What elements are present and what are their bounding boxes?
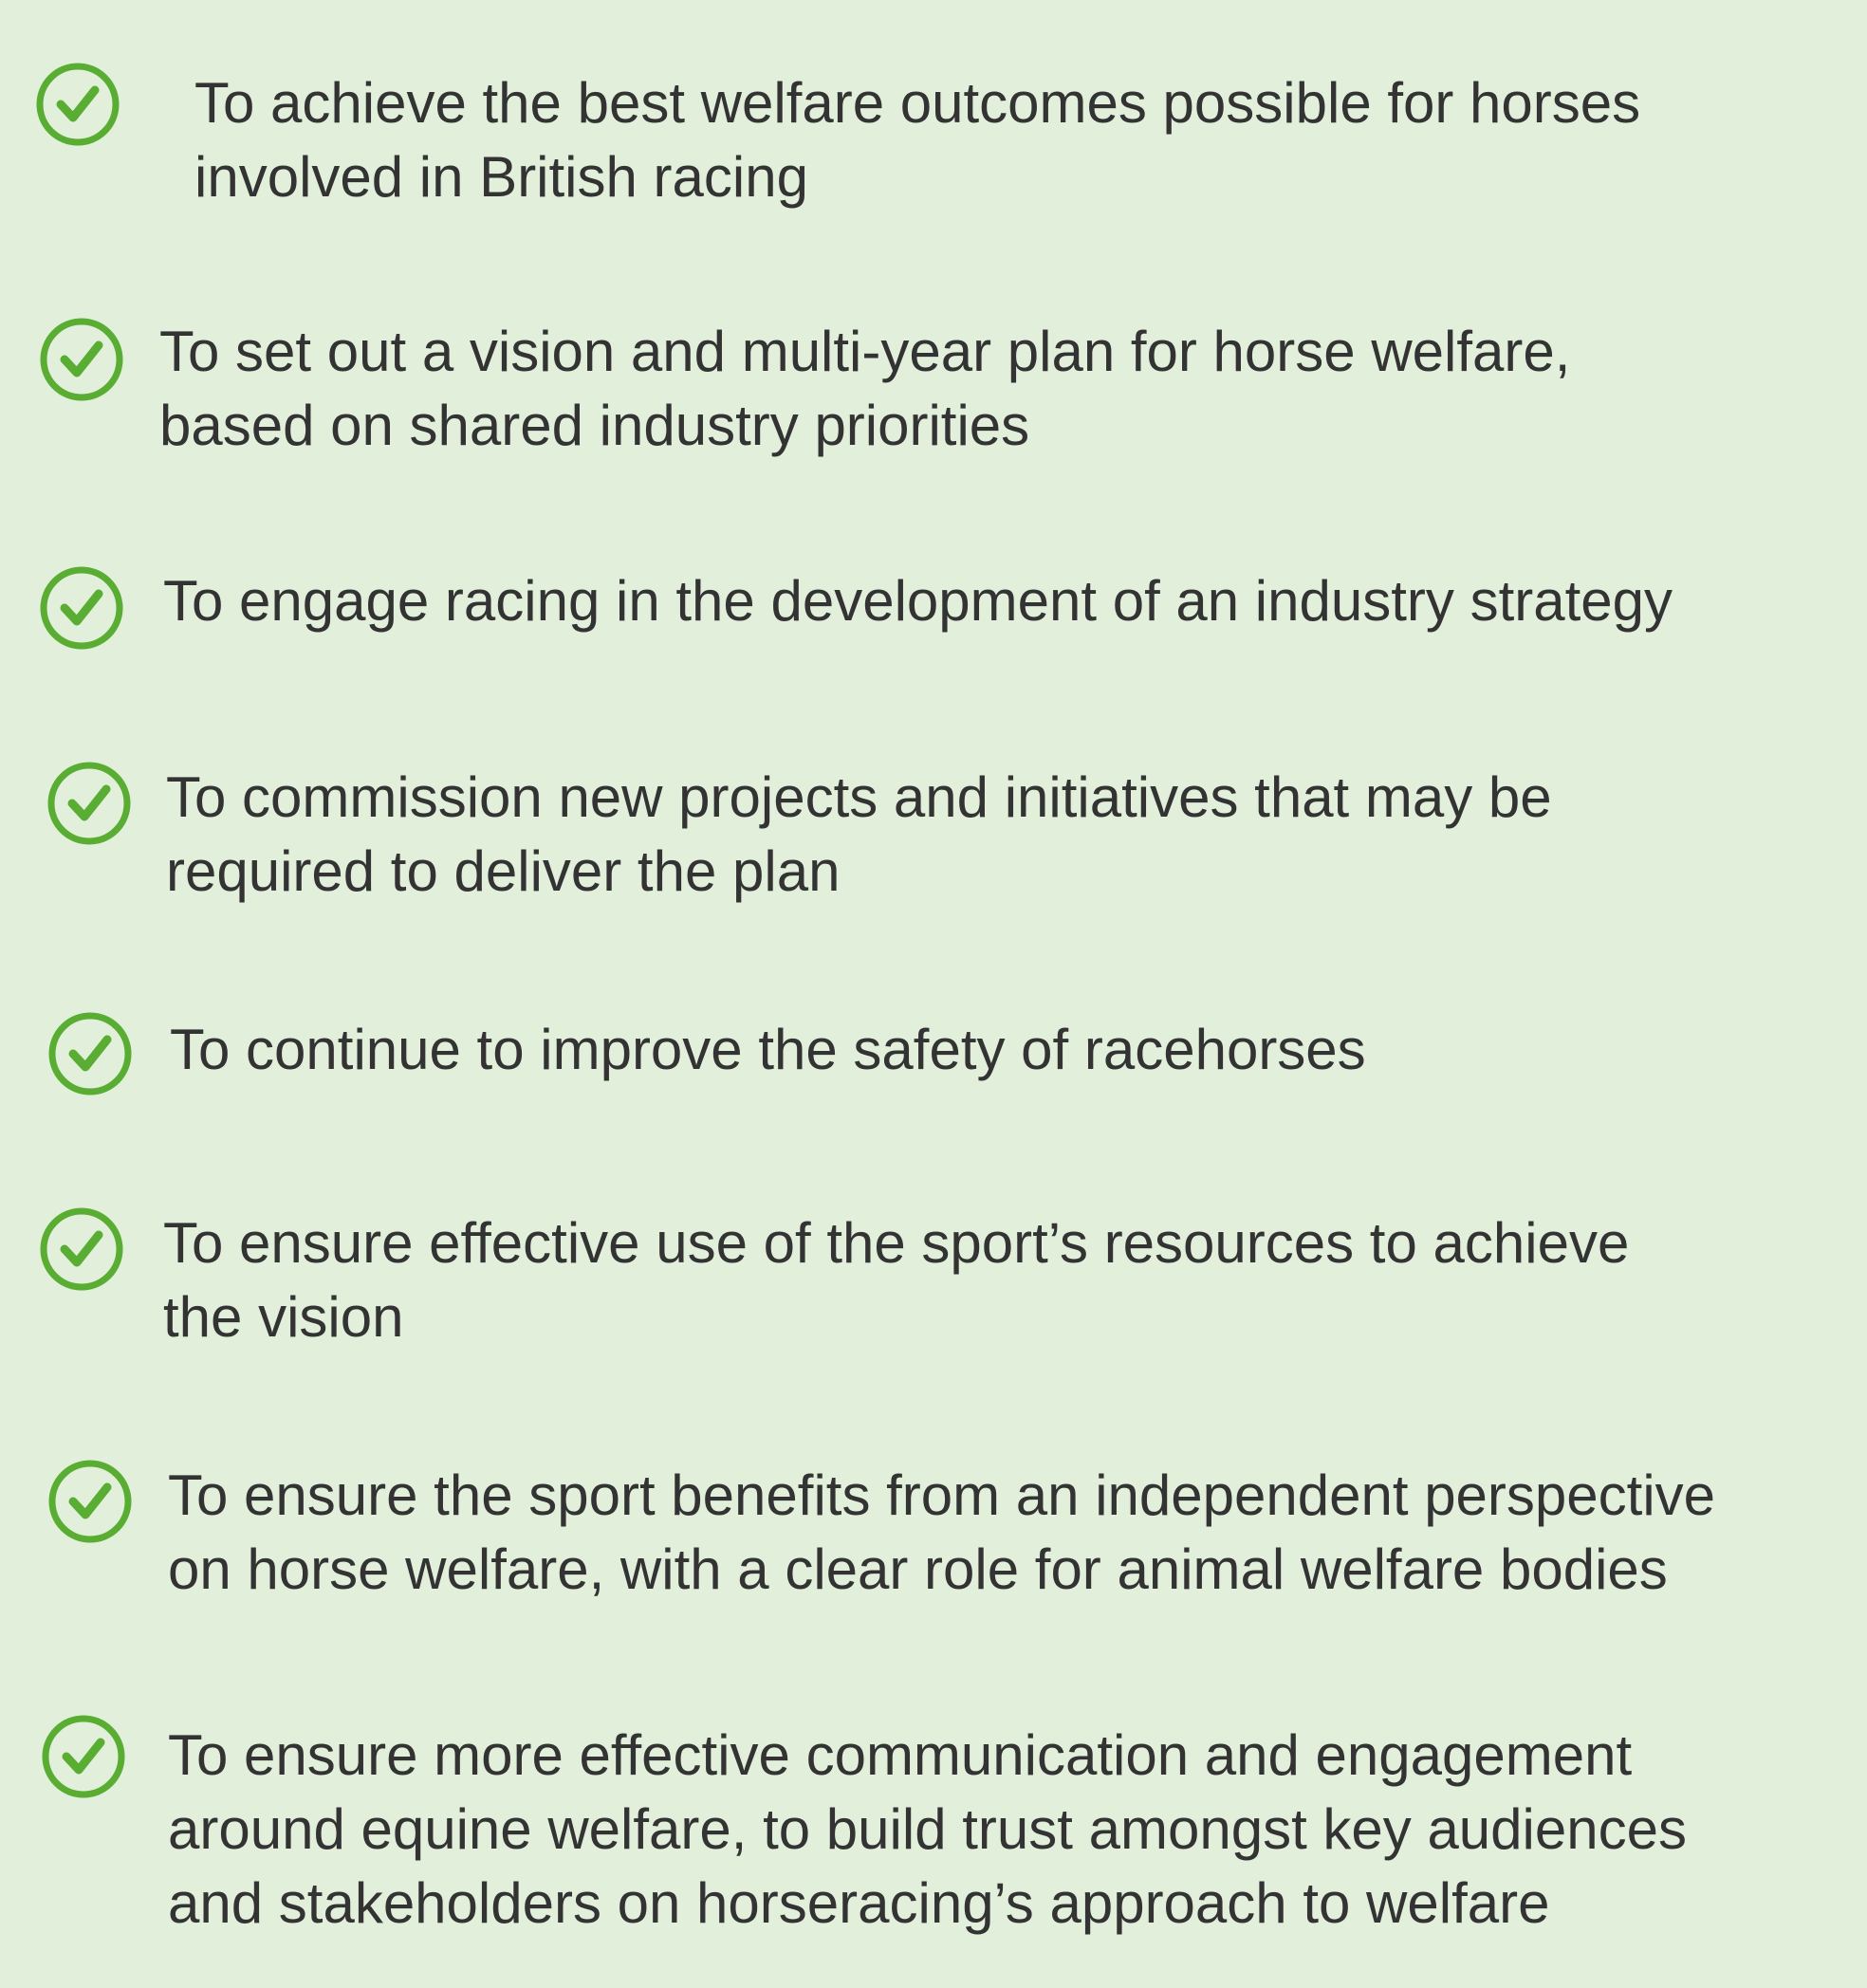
objective-line: and stakeholders on horseracing’s approach to welfare (168, 1871, 1550, 1935)
check-circle-icon (45, 1008, 136, 1099)
check-circle-icon (36, 314, 127, 405)
objective-text (168, 1719, 1687, 1941)
objective-line: To ensure effective use of the sport’s resources to achieve (163, 1211, 1630, 1275)
objective-line: on horse welfare, with a clear role for animal welfare bodies (168, 1537, 1668, 1601)
objective-text (194, 66, 1640, 214)
objective-line: involved in British racing (194, 145, 808, 209)
objective-text (163, 1206, 1629, 1354)
objective-line: To commission new projects and initiatives that may be (166, 765, 1552, 829)
objective-text (159, 315, 1570, 463)
objective-line: To set out a vision and multi-year plan for horse welfare, (159, 320, 1571, 383)
objective-line: To continue to improve the safety of racehorses (170, 1018, 1366, 1081)
objective-line: To ensure the sport benefits from an independent perspective (168, 1463, 1716, 1527)
check-circle-icon (44, 758, 135, 849)
objective-text (163, 564, 1673, 638)
objective-line: To ensure more effective communication and engagement (168, 1723, 1633, 1787)
objective-line: required to deliver the plan (166, 839, 841, 903)
check-circle-icon (36, 1204, 127, 1295)
check-circle-icon (36, 562, 127, 653)
objective-line: To engage racing in the development of an industry strategy (163, 569, 1673, 633)
objective-text (166, 761, 1552, 909)
objective-line: the vision (163, 1285, 404, 1349)
objective-text (168, 1459, 1715, 1607)
objective-text (170, 1013, 1366, 1087)
check-circle-icon (32, 59, 123, 150)
objective-line: around equine welfare, to build trust amongst key audiences (168, 1797, 1687, 1861)
check-circle-icon (45, 1456, 136, 1547)
objective-line: based on shared industry priorities (159, 394, 1030, 457)
objective-line: To achieve the best welfare outcomes possible for horses (194, 71, 1641, 135)
check-circle-icon (38, 1711, 129, 1802)
